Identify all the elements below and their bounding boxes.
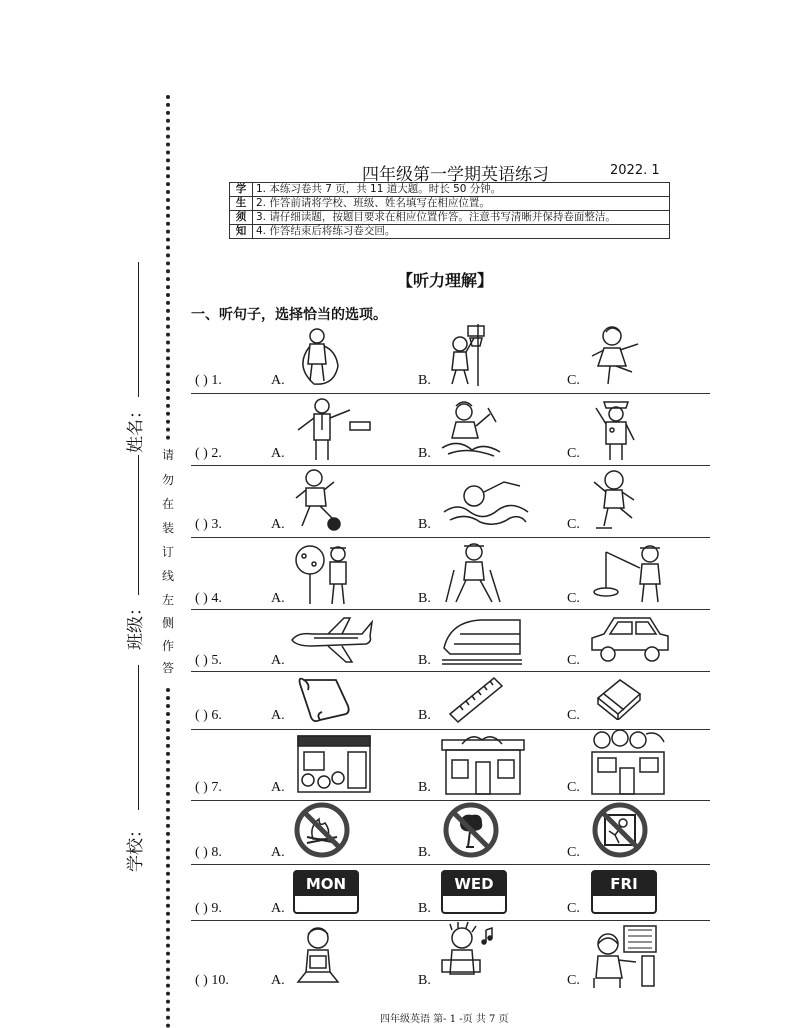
option-b-label: B.: [418, 373, 431, 388]
fruit-shop-picture[interactable]: [588, 728, 668, 796]
option-b-label: B.: [418, 901, 431, 916]
option-a-label: A.: [271, 446, 285, 461]
calendar-day: FRI: [610, 875, 638, 893]
boy-swimming-picture[interactable]: [440, 472, 532, 530]
notice-item: 4. 作答结束后将练习卷交回。: [253, 225, 670, 239]
binding-dotted-line-top: [166, 95, 170, 440]
option-b-label: B.: [418, 517, 431, 532]
option-c-label: C.: [567, 517, 580, 532]
bookstore-picture[interactable]: [440, 730, 526, 796]
man-picking-apples-picture[interactable]: [294, 540, 358, 606]
school-underline: [138, 665, 139, 810]
option-a-label: A.: [271, 845, 285, 860]
notice-side-char: 学: [230, 183, 253, 197]
class-underline: [138, 455, 139, 595]
question-number: ( ) 2.: [195, 446, 222, 461]
notice-item: 1. 本练习卷共 7 页，共 11 道大题。时长 50 分钟。: [253, 183, 670, 197]
question-number: ( ) 10.: [195, 973, 229, 988]
girl-dancing-picture[interactable]: [588, 322, 644, 388]
notice-side-char: 知: [230, 225, 253, 239]
option-a-label: A.: [271, 973, 285, 988]
warning-char: 订: [161, 545, 174, 559]
calendar-day: WED: [454, 875, 494, 893]
option-b-label: B.: [418, 653, 431, 668]
flower-shop-picture[interactable]: [294, 732, 376, 796]
man-hiking-picture[interactable]: [440, 540, 510, 606]
calendar-wed-picture[interactable]: [441, 870, 507, 914]
boy-football-picture[interactable]: [292, 468, 344, 532]
calendar-day: MON: [305, 875, 347, 893]
teacher-picture[interactable]: [292, 396, 374, 462]
exam-date: 2022. 1: [610, 163, 660, 178]
question-number: ( ) 7.: [195, 780, 222, 795]
plane-picture[interactable]: [288, 614, 374, 666]
option-a-label: A.: [271, 517, 285, 532]
question-number: ( ) 9.: [195, 901, 222, 916]
option-a-label: A.: [271, 780, 285, 795]
page-footer: 四年级英语 第- 1 -页 共 7 页: [380, 1014, 509, 1025]
warning-char: 答: [161, 661, 174, 675]
option-b-label: B.: [418, 591, 431, 606]
warning-char: 左: [161, 593, 174, 607]
question-number: ( ) 3.: [195, 517, 222, 532]
boy-reading-picture[interactable]: [292, 924, 348, 988]
option-a-label: A.: [271, 373, 285, 388]
ruler-picture[interactable]: [448, 676, 504, 724]
paper-picture[interactable]: [296, 674, 352, 726]
no-tree-cutting-sign-picture[interactable]: [440, 801, 502, 859]
calendar-fri-picture[interactable]: [591, 870, 657, 914]
calendar-mon-picture[interactable]: [293, 870, 359, 914]
school-label: 学校：: [126, 821, 146, 872]
option-c-label: C.: [567, 780, 580, 795]
binding-dotted-line-bottom: [166, 688, 170, 1028]
option-c-label: C.: [567, 901, 580, 916]
option-c-label: C.: [567, 653, 580, 668]
question-number: ( ) 8.: [195, 845, 222, 860]
option-b-label: B.: [418, 708, 431, 723]
page-title: 四年级第一学期英语练习: [362, 165, 549, 185]
warning-char: 作: [161, 639, 174, 653]
notice-box: [229, 182, 670, 239]
option-a-label: A.: [271, 901, 285, 916]
no-climbing-sign-picture[interactable]: [589, 801, 651, 859]
option-b-label: B.: [418, 973, 431, 988]
question-number: ( ) 4.: [195, 591, 222, 606]
man-fishing-picture[interactable]: [592, 540, 672, 604]
car-picture[interactable]: [588, 612, 672, 666]
girl-basketball-picture[interactable]: [438, 322, 494, 388]
option-b-label: B.: [418, 845, 431, 860]
option-b-label: B.: [418, 446, 431, 461]
class-label: 班级：: [126, 599, 146, 650]
warning-char: 在: [161, 497, 174, 511]
eraser-picture[interactable]: [594, 676, 644, 720]
option-a-label: A.: [271, 653, 285, 668]
name-label: 姓名：: [126, 402, 146, 453]
option-c-label: C.: [567, 373, 580, 388]
question-number: ( ) 5.: [195, 653, 222, 668]
question-heading: 一、听句子，选择恰当的选项。: [191, 307, 387, 323]
warning-char: 线: [161, 569, 174, 583]
train-picture[interactable]: [440, 614, 524, 666]
question-number: ( ) 6.: [195, 708, 222, 723]
option-c-label: C.: [567, 708, 580, 723]
notice-side-char: 生: [230, 197, 253, 211]
option-c-label: C.: [567, 845, 580, 860]
no-fire-sign-picture[interactable]: [291, 801, 353, 859]
option-b-label: B.: [418, 780, 431, 795]
warning-char: 装: [161, 521, 174, 535]
police-officer-picture[interactable]: [588, 396, 644, 462]
name-underline: [138, 262, 139, 397]
option-a-label: A.: [271, 708, 285, 723]
boy-computer-picture[interactable]: [588, 922, 660, 990]
boy-singing-picture[interactable]: [434, 920, 500, 988]
boy-skating-picture[interactable]: [588, 468, 644, 532]
option-c-label: C.: [567, 591, 580, 606]
warning-char: 侧: [161, 616, 174, 630]
notice-item: 3. 请仔细读题，按题目要求在相应位置作答。注意书写清晰并保持卷面整洁。: [253, 211, 670, 225]
option-c-label: C.: [567, 973, 580, 988]
girl-jump-rope-picture[interactable]: [292, 326, 342, 386]
notice-item: 2. 作答前请将学校、班级、姓名填写在相应位置。: [253, 197, 670, 211]
warning-char: 勿: [161, 473, 174, 487]
section-title: 【听力理解】: [397, 271, 494, 290]
notice-side-char: 须: [230, 211, 253, 225]
question-number: ( ) 1.: [195, 373, 222, 388]
warning-char: 请: [161, 448, 174, 462]
farmer-picture[interactable]: [438, 398, 504, 460]
option-c-label: C.: [567, 446, 580, 461]
option-a-label: A.: [271, 591, 285, 606]
